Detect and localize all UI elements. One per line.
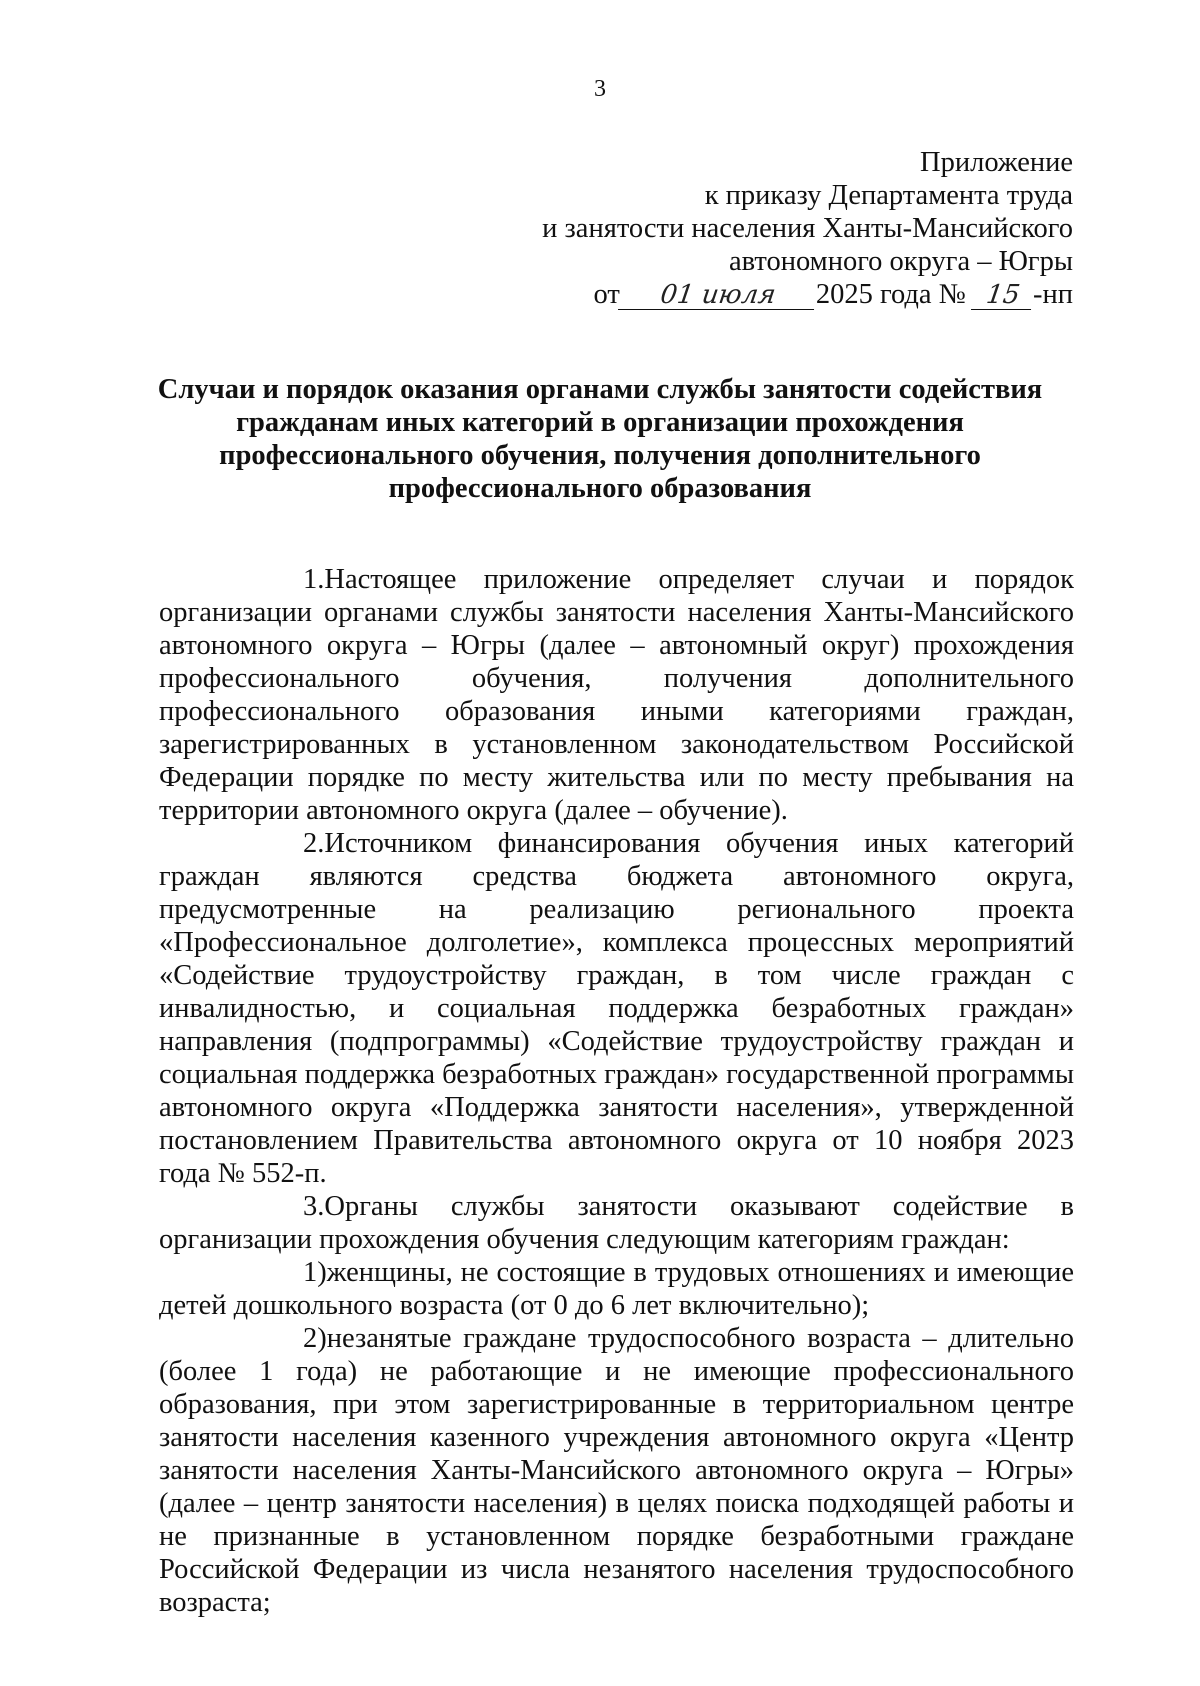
list-item-number: 1) [303,1257,327,1288]
paragraph-3 [159,1190,1074,1256]
document-body [159,563,1074,1619]
list-item-text: женщины, не состоящие в трудовых отношениях и имеющие детей дошкольного возраста (от 0 до 6 лет включительно); [159,1257,1074,1321]
paragraph-number: 1. [303,564,325,595]
paragraph-text: Настоящее приложение определяет случаи и порядок организации органами службы занятости населения Ханты-Мансийского автономного округа – Югры (далее – автономный округ) прохождения профессионального обучения, получения дополнительного профессионального образования иными категориями граждан, зарегистрированных в установленном законодательством Российской Федерации порядке по месту жительства или по месту пребывания на территории автономного округа (далее – обучение). [159,564,1074,826]
paragraph-text: Органы службы занятости оказывают содействие в организации прохождения обучения следующим категориям граждан: [159,1191,1074,1255]
handwritten-date: 01 июля [618,281,818,310]
appendix-line-2: к приказу Департамента труда [704,180,1073,211]
appendix-line-3: и занятости населения Ханты-Мансийского [542,213,1073,244]
list-item-1 [159,1256,1074,1322]
appendix-line-4: автономного округа – Югры [728,246,1073,277]
number-suffix: -нп [1033,279,1073,310]
paragraph-number: 2. [303,828,325,859]
list-item-2 [159,1322,1074,1619]
paragraph-1 [159,563,1074,827]
paragraph-2 [159,827,1074,1190]
paragraph-number: 3. [303,1191,325,1222]
list-item-number: 2) [303,1323,327,1354]
appendix-block [542,146,1073,311]
appendix-date-line [542,278,1073,311]
page-number: 3 [594,76,606,102]
document-title: Случаи и порядок оказания органами службы занятости содействия гражданам иных категорий в организации прохождения профессионального обучения, получения дополнительного профессионального образования [157,374,1043,504]
handwritten-number: 15 [971,281,1035,310]
appendix-line-1: Приложение [920,147,1073,178]
date-prefix: от [593,279,620,310]
list-item-text: незанятые граждане трудоспособного возраста – длительно (более 1 года) не работающие и не имеющие профессионального образования, при этом зарегистрированные в территориальном центре занятости населения казенного учреждения автономного округа «Центр занятости населения Ханты-Мансийского автономного округа – Югры» (далее – центр занятости населения) в целях поиска подходящей работы и не признанные в установленном порядке безработными граждане Российской Федерации из числа незанятого населения трудоспособного возраста; [159,1323,1074,1618]
date-middle: 2025 года № [815,279,966,310]
paragraph-text: Источником финансирования обучения иных категорий граждан являются средства бюджета автономного округа, предусмотренные на реализацию регионального проекта «Профессиональное долголетие», комплекса процессных мероприятий «Содействие трудоустройству граждан, в том числе граждан с инвалидностью, и социальная поддержка безработных граждан» направления (подпрограммы) «Содействие трудоустройству граждан и социальная поддержка безработных граждан» государственной программы автономного округа «Поддержка занятости населения», утвержденной постановлением Правительства автономного округа от 10 ноября 2023 года № 552-п. [159,828,1074,1189]
